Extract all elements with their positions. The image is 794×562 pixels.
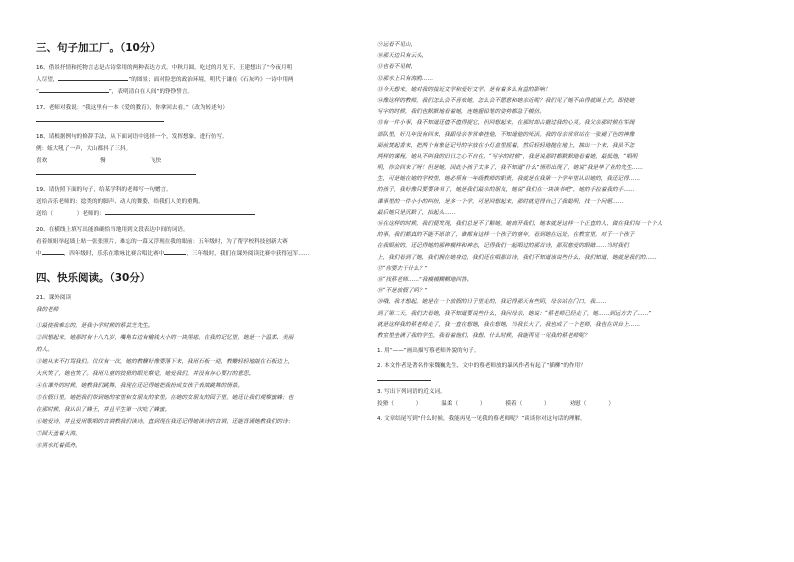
q16-line1: 16、借景抒情和托物言志是古诗常用的两种表达方式。中秋月圆，吃过的月光下，王建想出了“今夜月明 xyxy=(36,65,293,71)
q18-word: 慢 xyxy=(100,158,106,164)
passage-line: ⑮有一件小事，我不知道还值不值得提它，但回想起来，在那时却占据过我的心灵。我父亲那时候在军阀 xyxy=(377,120,635,127)
q18-word: 喜欢 xyxy=(36,158,48,164)
passage-line: 上，我们看到了她，我们拥在她身边，我们还在唱那首诗，我们不知道该说些什么，我们知道，她就是我们的…… xyxy=(377,254,657,261)
q17-answer-line[interactable] xyxy=(36,121,164,122)
passage-line: ⑤在假日里，她把我们带到她的家里和女朋友的家里。在她的女朋友的园子里，她还让我们观察蜜蜂；也 xyxy=(36,395,294,401)
left-column xyxy=(36,40,370,452)
q18-word: 飞快 xyxy=(150,158,162,164)
passage-line: 明，你会回来了呀！但是她，因此小孩子太多了，我不知道“什么”情形出现了，她说“我是毕了业的先生…… xyxy=(377,165,643,172)
passage-line: ①最使我难忘的，是我小学时候的蔡芸芝先生。 xyxy=(36,323,154,329)
q16-line2: 人尽望， ”的图景；面对险恶的政治环境，明代于谦在《石灰吟》一诗中用两 xyxy=(36,77,294,83)
section3-title: 三、句子加工厂。（10分） xyxy=(36,42,161,54)
passage-line: ②回想起来，她那时有十八九岁，嘴角右边有榆钱大小的一块黑痣。在我的记忆里，她是一个温柔、美丽 xyxy=(36,335,294,341)
passage-line: 教室里坐满了我的学生，我看着他们，我想，什么时候，我能再见一见我的蔡老师呢？ xyxy=(377,332,590,339)
q21-line: 21、课外阅读 xyxy=(36,295,72,301)
passage-line: ⑦圆天盖着大海， xyxy=(36,431,81,437)
passage-line: 的孩子，我好像只要要读书了，她是我们最亲的朋友，她说“我们在一块读书吧”，她的手拉着我的手…… xyxy=(377,187,635,194)
q18-answer-line[interactable] xyxy=(36,174,196,175)
q16-blank1[interactable] xyxy=(58,80,128,81)
passage-para20 xyxy=(377,297,759,342)
passage-left xyxy=(36,320,370,452)
dialog-line: ⑱“找蔡老师……”我模模糊糊地回答。 xyxy=(377,276,473,283)
passage-line: 在我眼前的，还记得她的那种模样和神态，记得我们一起唱过的那首诗，那双慈爱的眼睛……当时我们 xyxy=(377,243,629,250)
passage-right xyxy=(377,40,759,219)
q20-line1: 20、在横线上填写出能准确恰当地用到文段表达中间的词语。 xyxy=(36,227,189,233)
q19-blank[interactable] xyxy=(105,214,255,215)
q19-line3: 送给（ ）老师的： xyxy=(36,208,370,220)
q20-blank1[interactable] xyxy=(42,254,64,255)
q18-line1: 18、请根据例句的修辞手法，从下面词语中选择一个，发挥想象，进行仿写。 xyxy=(36,134,228,140)
q20-blank2[interactable] xyxy=(164,254,186,255)
q18-word-choices xyxy=(36,155,370,167)
passage-line: 生，可是她在她的学校里，她必须有一年级教师的职责，我就是在我第一个学年里认识她的，我还记得…… xyxy=(377,176,640,183)
dialog-line: ⑰“你要去干什么？” xyxy=(377,265,428,272)
passage-line: ⑳哦，我才想起，她是在一个放假的日子里走的，我记得那天有些阴，母亲站在门口，我…… xyxy=(377,299,607,306)
question-2: 2. 本文作者是著名作家魏巍先生，文中的蔡老师放的暴风作者有起了“插柳”的作用？ xyxy=(377,363,586,370)
question-3: 3. 写出下列词语的近义词。 xyxy=(377,389,446,396)
passage-line: ⑬今天想来，她对我的接近文学和爱好文学，是有着多么有益的影响！ xyxy=(377,86,551,93)
question-1: 1. 用“——”画出描写蔡老师外貌的句子。 xyxy=(377,348,480,355)
q2-answer-line[interactable] xyxy=(377,380,431,381)
q17-line: 17、老师对我说：“我这里有一本《爱的教育》，你拿回去看。”（改为转述句） xyxy=(36,105,228,111)
q20-line2: 看着姐姐举起墙上贴一张张照片，难忘的一幕又浮现在我的眼前：五年级时，为了帮学校科技创新大赛 xyxy=(36,239,288,245)
dialog-line: ⑲“不是放假了吗？” xyxy=(377,288,428,295)
passage-line: 大伙笑了，她也笑了。我用儿童的狡猾的眼光察觉，她爱我们，并没有存心要打的意思。 xyxy=(36,371,255,377)
passage-line: ⑫那水上只有海鸥…… xyxy=(377,75,433,82)
passage-line: ⑨远看不见山， xyxy=(377,42,417,48)
passage-line: ④在课外的时候，她教我们跳舞，我现在还记得她把我扮成女孩子表演跳舞的情景。 xyxy=(36,383,243,389)
passage-line: ⑪也看不见树， xyxy=(377,64,417,71)
passage-line: ⑭像这样的教师，我们怎么会不喜欢她，怎么会不愿意和她亲近呢？我们见了她不由得就围上去。即使她 xyxy=(377,97,635,104)
q3-word-row: 狡猾（ ） 温柔（ ） 摸着（ ） 劝慰（ ） xyxy=(377,400,614,407)
question-4: 4. 文章结尾写到“什么时候，我能再见一见我的蔡老师呢？”谈谈你对这句话的理解。 xyxy=(377,415,586,422)
section4-title: 四、快乐阅读。（30分） xyxy=(36,272,151,284)
passage-line: 课事里的一件小小的纠纷，是多一个学，可是回想起来，那时就觉得自己了我聪明，找一个问题…… xyxy=(377,198,624,205)
q20-line3: 中 ，四年级时，乐乐在歌咏比赛合唱比赛中 ，三年级时，我们在课外阅读比赛中获得冠军…… xyxy=(36,251,310,257)
passage-line: ③她从来不打骂我们。仅仅有一次，她的教鞭好像要落下来，我用石板一迎，教鞭轻轻地敲在石板边上， xyxy=(36,359,294,365)
passage-line: ⑯在这样的时候，我们便发现，我们总是不了解她，她离开我们，她本就是这样一个正直的人，做在我们每一个个人 xyxy=(377,221,663,227)
passage-line: 的事，我们都真的不能不原谅了，谁都有这样一个孩子的童年，看到她在远处，在教室里，对于一个孩子 xyxy=(377,232,635,239)
passage-line: 面前焚起香来，把两个有象征记号的字放在小灯盒里摇着，然后轻轻地抛在地上，抽出一个来，我虽不怎 xyxy=(377,142,635,149)
q16-line3: “ ”，表明清白在人间”的铮铮誓言。 xyxy=(36,89,194,95)
passage-line: 就是这样我的蔡老师走了，我一直在想她，我在想她，当我长大了，我也成了一个老师，我也在讲台上…… xyxy=(377,321,640,328)
q16-blank2[interactable] xyxy=(39,92,109,93)
q18-line2: 例：蚯大吼了一声，大山都抖了三抖。 xyxy=(36,146,132,152)
right-column xyxy=(377,40,759,425)
passage-line: 部队里，好几年没有回来，我跟母亲非常牵挂他，不知道他的死活。我的母亲常常站在一张褪了色的神像 xyxy=(377,131,635,138)
passage-line: ⑥她爱诗，并且爱用歌唱的音调教我们读诗。直到现在我还记得她读诗的音调，还能背诵她教我们的诗： xyxy=(36,419,294,425)
passage-line: 写字的时候，我们也默默地看着她，连她握铅笔的姿势都急于模仿。 xyxy=(377,109,545,116)
passage-line: ⑧黑水托着孤舟。 xyxy=(36,443,81,449)
passage-line: 的人。 xyxy=(36,347,53,353)
passage-line: 最后她只是沉默了，抬起头…… xyxy=(377,209,456,216)
passage-para16 xyxy=(377,219,759,264)
passage-title: 我的老师 xyxy=(36,307,59,313)
passage-line: 在那时候，我认识了蜂王，并且平生第一次吃了蜂蜜。 xyxy=(36,407,171,413)
q19-line1: 19、请仿照下面的句子，给某学科的老师写一句赠言。 xyxy=(36,187,172,193)
passage-line: 两样的课程，她从不叫我的旧日之心不自在，“写字的时候”，我是说那时都默默地看着她，最低地，“唱明 xyxy=(377,153,638,160)
passage-line: 到了第二天，我们去看她，我不知道要说些什么，我问母亲，她说：“蔡老师已经走了，她……到远方去了……” xyxy=(377,310,652,317)
q19-line2: 送给音乐老师的：捻类的的脚声、动人的舞姿，给我们人美的重陶。 xyxy=(36,199,204,205)
passage-line: ⑩那天边只有云头， xyxy=(377,53,428,60)
